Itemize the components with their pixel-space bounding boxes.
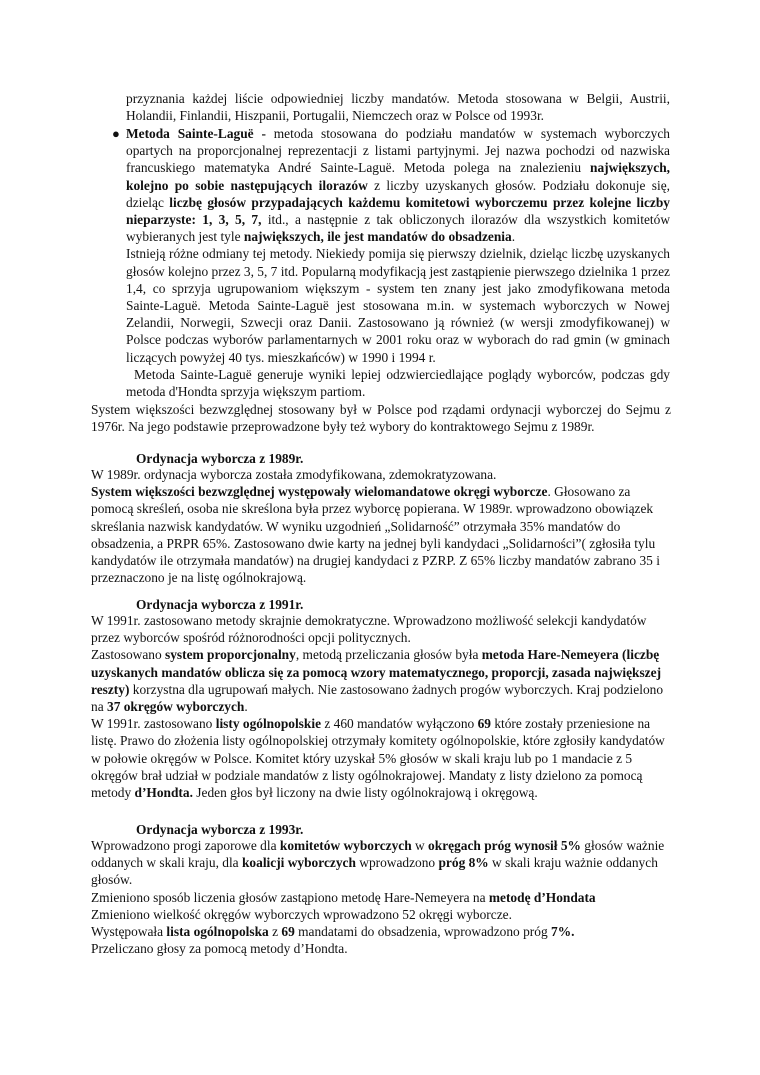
section-1993-p4: Występowała lista ogólnopolska z 69 mandatami do obsadzenia, wprowadzono próg 7%. <box>91 924 575 940</box>
sainte-lague-paragraph-2: Istnieją różne odmiany tej metody. Niekiedy pomija się pierwszy dzielnik, dzieląc liczbę uzyskanych głosów kolejno przez 3, 5, 7 itd. Popularną modyfikacją jest zastąpienie pierwszego dzielnika 1 przez 1,4, co sprzyja ugrupowaniom większym - system ten znany jest jako zmodyfikowana metoda Sainte-Laguë. Metoda Sainte-Laguë jest stosowana m.in. w systemach wyborczych w Nowej Zelandii, Norwegii, Szwecji oraz Danii. Zastosowano ją również (w wersji zmodyfikowanej) w Polsce podczas wyborów parlamentarnych w 2001 roku oraz w wyborach do rad gmin (w gminach liczących powyżej 40 tys. mieszkańców) w 1990 i 1994 r. <box>126 246 671 365</box>
top-paragraph <box>126 90 670 124</box>
heading-1993: Ordynacja wyborcza z 1993r. <box>136 822 304 837</box>
section-1989-body: System większości bezwzględnej występowały wielomandatowe okręgi wyborcze. Głosowano za pomocą skreśleń, osoba nie skreślona była przez wyborcę popierana. W 1989r. wprowadzono obowiązek skreślania nazwisk kandydatów. W wyniku uzgodnień „Solidarność” otrzymała 35% mandatów do obsadzenia, a PRPR 65%. Zastosowano dwie karty na jednej byli kandydaci „Solidarności”( zgłosiła tylu kandydatów ile otrzymała mandatów) na drugiej kandydaci z PZRP. Z 65% liczby mandatów zabrano 35 i przeznaczono je na listę ogólnokrajową. <box>91 484 660 586</box>
section-1993-p2: Zmieniono sposób liczenia głosów zastąpiono metodę Hare-Nemeyera na metodę d’Hondata <box>91 889 596 905</box>
section-1991-p1: W 1991r. zastosowano metody skrajnie demokratyczne. Wprowadzono możliwość selekcji kandydatów przez wyborców spośród różnorodności opcji politycznych. <box>91 613 647 646</box>
sainte-lague-paragraph-1: Metoda Sainte-Laguë - metoda stosowana do podziału mandatów w systemach wyborczych opartych na proporcjonalnej reprezentacji z listami partyjnymi. Jej nazwa pochodzi od nazwiska francuskiego matematyka André Sainte-Laguë. Metoda polega na znalezieniu największych, kolejno po sobie następujących ilorazów z liczby uzyskanych głosów. Podziału dokonuje się, dzieląc liczbę głosów przypadających każdemu komitetowi wyborczemu przez kolejne liczby nieparzyste: 1, 3, 5, 7, itd., a następnie z tak obliczonych ilorazów dla wszystkich komitetów wybieranych jest tyle największych, ile jest mandatów do obsadzenia. <box>126 126 670 245</box>
section-1993-p3: Zmieniono wielkość okręgów wyborczych wprowadzono 52 okręgi wyborcze. <box>91 906 512 922</box>
section-1993 <box>91 837 671 957</box>
sainte-lague-paragraph-3: Metoda Sainte-Laguë generuje wyniki lepiej odzwierciedlające poglądy wyborców, podczas gdy metoda d'Hondta sprzyja większym partiom. <box>126 366 670 400</box>
heading-1989: Ordynacja wyborcza z 1989r. <box>136 451 304 466</box>
sainte-lague-title: Metoda Sainte-Laguë - <box>126 126 266 141</box>
majority-paragraph: System większości bezwzględnej stosowany był w Polsce pod rządami ordynacji wyborczej do Sejmu z 1976r. Na jego podstawie przeprowadzone były też wybory do kontraktowego Sejmu z 1989r. <box>91 402 671 435</box>
section-1989-line-1: W 1989r. ordynacja wyborcza została zmodyfikowana, zdemokratyzowana. <box>91 467 497 482</box>
sainte-lague-section <box>126 125 670 400</box>
section-1991-p2: Zastosowano system proporcjonalny, metodą przeliczania głosów była metoda Hare-Nemeyera (liczbę uzyskanych mandatów oblicza się za pomocą wzory matematycznego, proporcji, zasada największej reszty) korzystna dla ugrupowań małych. Nie zastosowano żadnych progów wyborczych. Kraj podzielono na 37 okręgów wyborczych. <box>91 647 664 715</box>
bullet-icon: ● <box>112 126 120 141</box>
section-1989 <box>91 466 671 586</box>
top-line-1: przyznania każdej liście odpowiedniej liczby mandatów. Metoda stosowana w Belgii, Austrii, <box>126 91 670 106</box>
section-1991 <box>91 612 671 801</box>
heading-1991: Ordynacja wyborcza z 1991r. <box>136 597 304 612</box>
section-1991-p3: W 1991r. zastosowano listy ogólnopolskie z 460 mandatów wyłączono 69 które zostały przeniesione na listę. Prawo do złożenia listy ogólnopolskiej otrzymały komitety ogólnopolskie, które zgłosiły kandydatów w połowie okręgów w Polsce. Komitet który uzyskał 5% głosów w skali kraju lub po 1 mandacie z 5 okręgów brał udział w podziale mandatów z listy ogólnokrajowej. Mandaty z listy dzielono za pomocą metody d’Hondta. Jeden głos był liczony na dwie listy ogólnokrajową i okręgową. <box>91 716 665 801</box>
section-1993-p5: Przeliczano głosy za pomocą metody d’Hondta. <box>91 941 348 957</box>
top-line-2: Holandii, Finlandii, Hiszpanii, Portugalii, Niemczech oraz w Polsce od 1993r. <box>126 108 545 124</box>
section-1993-p1: Wprowadzono progi zaporowe dla komitetów wyborczych w okręgach próg wynosił 5% głosów ważnie oddanych w skali kraju, dla koalicji wyborczych wprowadzono próg 8% w skali kraju ważnie oddanych głosów. <box>91 838 665 888</box>
